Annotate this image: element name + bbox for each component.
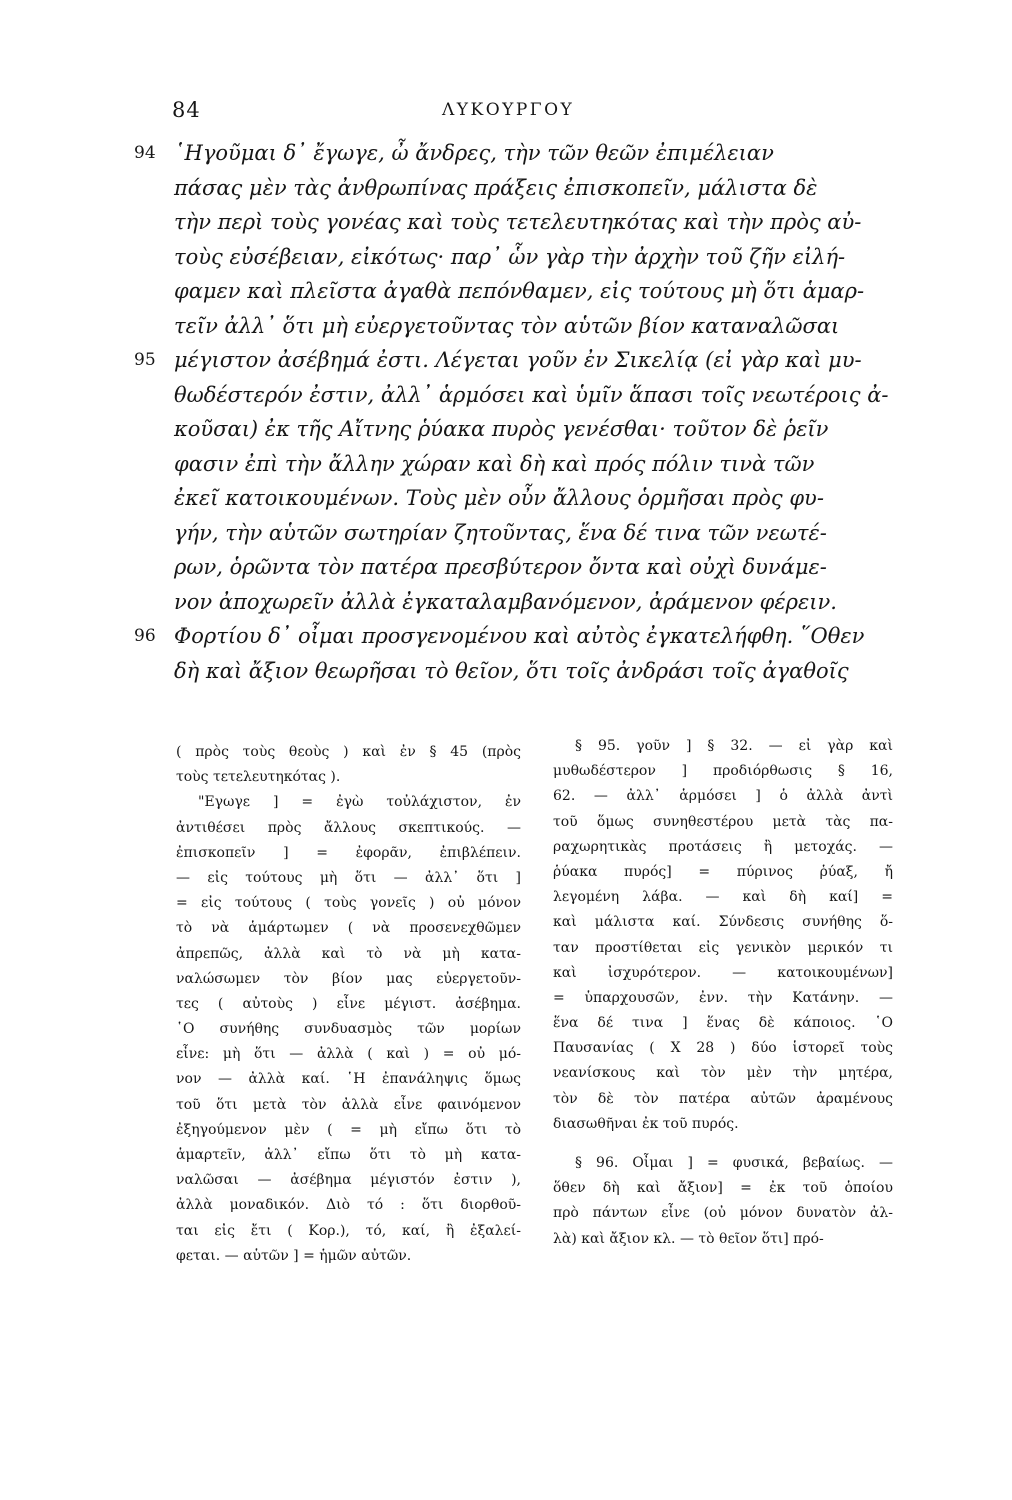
commentary-line: τὸν δὲ τὸν πατέρα αὐτῶν ἀραμένους [553, 1090, 893, 1107]
main-text-line [150, 412, 890, 447]
main-text-content: γήν, τὴν αὑτῶν σωτηρίαν ζητοῦντας, ἕνα δέ τινα τῶν νεωτέ- [174, 520, 827, 545]
main-text-content: τὴν περὶ τοὺς γονέας καὶ τοὺς τετελευτηκότας καὶ τὴν πρὸς αὐ- [174, 210, 862, 234]
commentary-line: τοῦ ὅτι μετὰ τὸν ἀλλὰ εἶνε φαινόμενον [176, 1096, 521, 1113]
commentary-line: ραχωρητικὰς προτάσεις ἢ μετοχάς. — [553, 838, 893, 855]
commentary-left-column [176, 740, 521, 1269]
commentary-line: τοῦ ὅμως συνηθεστέρου μετὰ τὰς πα- [553, 813, 893, 830]
commentary-line: ἐπισκοπεῖν ] = ἐφορᾶν, ἐπιβλέπειν. [176, 844, 521, 861]
section-number: 95 [134, 350, 156, 370]
section-number: 96 [134, 626, 156, 646]
main-text-line [150, 447, 890, 482]
commentary-line: § 95. γοῦν ] § 32. — εἰ γὰρ καὶ [575, 738, 893, 754]
main-text-content: νον ἀποχωρεῖν ἀλλὰ ἐγκαταλαμβανόμενον, ἀράμενον φέρειν. [174, 589, 837, 614]
main-text-line [150, 654, 890, 689]
commentary-line: τες ( αὐτοὺς ) εἶνε μέγιστ. ἀσέβημα. [176, 995, 521, 1012]
main-text-content: δὴ καὶ ἄξιον θεωρῆσαι τὸ θεῖον, ὅτι τοῖς ἀνδράσι τοῖς ἀγαθοῖς [174, 658, 849, 683]
commentary-line: ὅθεν δὴ καὶ ἄξιον] = ἐκ τοῦ ὁποίου [553, 1180, 893, 1197]
main-text-content: πάσας μὲν τὰς ἀνθρωπίνας πράξεις ἐπισκοπεῖν, μάλιστα δὲ [174, 175, 818, 200]
commentary-line: Παυσανίας ( Χ 28 ) δύο ἱστορεῖ τοὺς [553, 1040, 893, 1057]
commentary-line: ῥύακα πυρός] = πύρινος ῥύαξ, ἤ [553, 863, 893, 880]
commentary-line: = ὑπαρχουσῶν, ἐνν. τὴν Κατάνην. — [553, 989, 893, 1006]
main-text-content: φασιν ἐπὶ τὴν ἄλλην χώραν καὶ δὴ καὶ πρός πόλιν τινὰ τῶν [174, 451, 815, 476]
main-text-line [134, 619, 890, 654]
commentary-line: ἕνα δέ τινα ] ἕνας δὲ κάποιος. ῾Ο [553, 1015, 893, 1032]
commentary-right-column [553, 734, 893, 1252]
main-text-content: ῾Ηγοῦμαι δ᾿ ἔγωγε, ὦ ἄνδρες, τὴν τῶν θεῶν ἐπιμέλειαν [174, 141, 774, 165]
main-text-line [150, 481, 890, 516]
main-text-content: κοῦσαι) ἐκ τῆς Αἴτνης ῥύακα πυρὸς γενέσθαι· τοῦτον δὲ ῥεῖν [174, 417, 829, 441]
commentary-line: § 96. Οἶμαι ] = φυσικά, βεβαίως. — [575, 1155, 893, 1171]
commentary-line: λεγομένη λάβα. — καὶ δὴ καί] = [553, 889, 893, 906]
commentary-line: ναλώσωμεν τὸν βίον μας εὐεργετοῦν- [176, 970, 521, 987]
commentary-line: = εἰς τούτους ( τοὺς γονεῖς ) οὐ μόνον [176, 895, 521, 912]
commentary-line: εἶνε: μὴ ὅτι — ἀλλὰ ( καὶ ) = οὐ μό- [176, 1046, 521, 1063]
commentary-line: ἀντιθέσει πρὸς ἄλλους σκεπτικούς. — [176, 819, 521, 836]
commentary-line: ταν προστίθεται εἰς γενικὸν μερικόν τι [553, 939, 893, 956]
commentary-line: λὰ) καὶ ἄξιον κλ. — τὸ θεῖον ὅτι] πρό- [553, 1230, 824, 1247]
running-head: ΛΥΚΟΥΡΓΟΥ [442, 100, 575, 120]
commentary-line: τοὺς τετελευτηκότας ). [176, 769, 341, 786]
main-text-line [150, 171, 890, 206]
main-text-content: ἐκεῖ κατοικουμένων. Τοὺς μὲν οὖν ἄλλους ὁρμῆσαι πρὸς φυ- [174, 486, 824, 510]
main-text-content: ρων, ὁρῶντα τὸν πατέρα πρεσβύτερον ὄντα καὶ οὐχὶ δυνάμε- [174, 555, 827, 579]
commentary-line: πρὸ πάντων εἶνε (οὐ μόνον δυνατὸν ἀλ- [553, 1205, 893, 1222]
commentary-line: καὶ μάλιστα καί. Σύνδεσις συνήθης ὅ- [553, 914, 893, 931]
commentary-line: νεανίσκους καὶ τὸν μὲν τὴν μητέρα, [553, 1065, 893, 1082]
commentary-line: 62. — ἀλλ᾿ ἁρμόσει ] ὁ ἀλλὰ ἀντὶ [553, 788, 893, 805]
main-text-line [134, 136, 890, 171]
main-text-line [150, 516, 890, 551]
main-text-line [150, 585, 890, 620]
commentary-line: μυθωδέστερον ] προδιόρθωσις § 16, [553, 763, 893, 780]
commentary-line: ναλῶσαι — ἀσέβημα μέγιστόν ἐστιν ), [176, 1172, 521, 1189]
main-text-content: Φορτίου δ᾿ οἶμαι προσγενομένου καὶ αὐτὸς ἐγκατελήφθη. ῞Οθεν [174, 624, 865, 648]
commentary-line: ( πρὸς τοὺς θεοὺς ) καὶ ἐν § 45 (πρὸς [176, 744, 521, 760]
commentary-line: ἁμαρτεῖν, ἀλλ᾿ εἴπω ὅτι τὸ μὴ κατα- [176, 1147, 521, 1163]
commentary-line: νον — ἀλλὰ καί. ῾Η ἐπανάληψις ὅμως [176, 1071, 521, 1088]
commentary-line: "Εγωγε ] = ἐγὼ τοὐλάχιστον, ἐν [198, 794, 521, 811]
main-text-line [150, 550, 890, 585]
main-text-content: τεῖν ἀλλ᾿ ὅτι μὴ εὐεργετοῦντας τὸν αὑτῶν βίον καταναλῶσαι [174, 313, 840, 338]
main-text-line [150, 240, 890, 275]
main-greek-text [134, 136, 890, 688]
commentary-line: καὶ ἰσχυρότερον. — κατοικουμένων] [553, 964, 893, 981]
main-text-line [150, 205, 890, 240]
commentary-line: — εἰς τούτους μὴ ὅτι — ἀλλ᾿ ὅτι ] [176, 869, 521, 886]
paragraph-gap [553, 1137, 893, 1151]
commentary-line: τὸ νὰ ἁμάρτωμεν ( νὰ προσενεχθῶμεν [176, 920, 521, 937]
main-text-content: θωδέστερόν ἐστιν, ἀλλ᾿ ἁρμόσει καὶ ὑμῖν ἅπασι τοῖς νεωτέροις ἀ- [174, 382, 889, 407]
commentary-line: ῾Ο συνήθης συνδυασμὸς τῶν μορίων [176, 1021, 521, 1038]
commentary-line: ἀλλὰ μοναδικόν. Διὸ τό : ὅτι διορθοῦ- [176, 1197, 521, 1214]
main-text-content: φαμεν καὶ πλεῖστα ἀγαθὰ πεπόνθαμεν, εἰς τούτους μὴ ὅτι ἁμαρ- [174, 279, 865, 303]
commentary-line: ται εἰς ἔτι ( Κορ.), τό, καί, ἢ ἐξαλεί- [176, 1222, 521, 1239]
page-number: 84 [172, 98, 201, 122]
main-text-content: τοὺς εὐσέβειαν, εἰκότως· παρ᾿ ὧν γὰρ τὴν ἀρχὴν τοῦ ζῆν εἰλή- [174, 244, 846, 269]
commentary-line: διασωθῆναι ἐκ τοῦ πυρός. [553, 1115, 739, 1132]
main-text-line [150, 274, 890, 309]
main-text-line [150, 309, 890, 344]
commentary-line: ἀπρεπῶς, ἀλλὰ καὶ τὸ νὰ μὴ κατα- [176, 945, 521, 962]
section-number: 94 [134, 143, 156, 163]
commentary-line: φεται. — αὑτῶν ] = ἡμῶν αὐτῶν. [176, 1247, 412, 1264]
main-text-content: μέγιστον ἀσέβημά ἐστι. Λέγεται γοῦν ἐν Σικελίᾳ (εἰ γὰρ καὶ μυ- [174, 348, 862, 372]
main-text-line [150, 378, 890, 413]
main-text-line [134, 343, 890, 378]
commentary-line: ἐξηγούμενον μὲν ( = μὴ εἴπω ὅτι τὸ [176, 1121, 521, 1138]
